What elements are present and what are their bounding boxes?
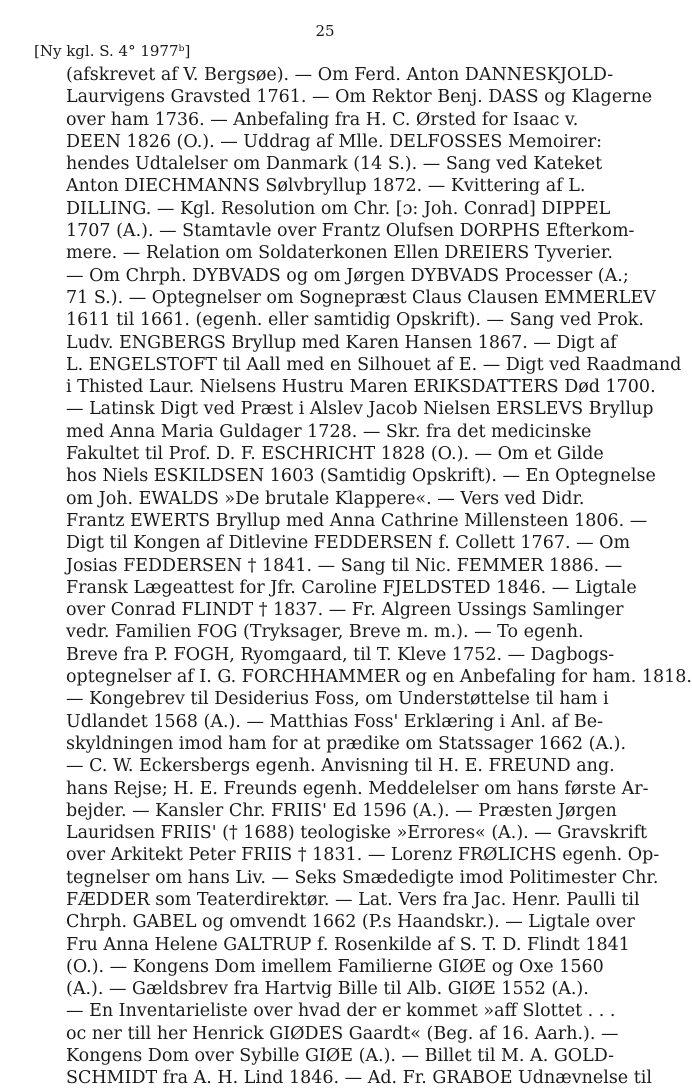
catalog-reference: [Ny kgl. S. 4° 1977ᵇ] bbox=[34, 42, 191, 60]
text-line: — C. W. Eckersbergs egenh. Anvisning til H. E. FREUND ang. bbox=[66, 756, 615, 777]
text-line: (A.). — Gældsbrev fra Hartvig Bille til Alb. GIØE 1552 (A.). bbox=[66, 979, 589, 1000]
text-line: — En Inventarieliste over hvad der er kommet »aff Slottet . . . bbox=[66, 1001, 616, 1022]
page-number: 25 bbox=[315, 22, 335, 40]
text-line: Frantz EWERTS Bryllup med Anna Cathrine Millensteen 1806. — bbox=[66, 510, 648, 531]
text-line: over ham 1736. — Anbefaling fra H. C. Ørsted for Isaac v. bbox=[66, 109, 579, 130]
text-line: i Thisted Laur. Nielsens Hustru Maren ERIKSDATTERS Død 1700. bbox=[66, 377, 656, 398]
body-text bbox=[66, 64, 692, 1090]
text-line: 1707 (A.). — Stamtavle over Frantz Olufsen DORPHS Efterkom- bbox=[66, 221, 635, 242]
text-line: Laurvigens Gravsted 1761. — Om Rektor Benj. DASS og Klagerne bbox=[66, 87, 653, 108]
text-line: 1611 til 1661. (egenh. eller samtidig Opskrift). — Sang ved Prok. bbox=[66, 310, 644, 331]
text-line: over Arkitekt Peter FRIIS † 1831. — Lorenz FRØLICHS egenh. Op- bbox=[66, 845, 660, 866]
text-line: — Om Chrph. DYBVADS og om Jørgen DYBVADS Processer (A.; bbox=[66, 265, 629, 286]
text-line: — Latinsk Digt ved Præst i Alslev Jacob Nielsen ERSLEVS Bryllup bbox=[66, 399, 654, 420]
text-line: om Joh. EWALDS »De brutale Klappere«. — Vers ved Didr. bbox=[66, 488, 585, 509]
text-line: hendes Udtalelser om Danmark (14 S.). — Sang ved Kateket bbox=[66, 154, 603, 175]
text-line: Fransk Lægeattest for Jfr. Caroline FJELDSTED 1846. — Ligtale bbox=[66, 577, 637, 598]
text-line: Anton DIECHMANNS Sølvbryllup 1872. — Kvittering af L. bbox=[66, 176, 586, 197]
text-line: (O.). — Kongens Dom imellem Familierne GIØE og Oxe 1560 bbox=[66, 956, 604, 977]
text-line: bejder. — Kansler Chr. FRIIS' Ed 1596 (A.). — Præsten Jørgen bbox=[66, 800, 617, 821]
text-line: Udlandet 1568 (A.). — Matthias Foss' Erklæring i Anl. af Be- bbox=[66, 711, 604, 732]
text-line: DILLING. — Kgl. Resolution om Chr. [ɔ: Joh. Conrad] DIPPEL bbox=[66, 198, 611, 219]
text-line: over Conrad FLINDT † 1837. — Fr. Algreen Ussings Samlinger bbox=[66, 600, 624, 621]
text-line: Digt til Kongen af Ditlevine FEDDERSEN f. Collett 1767. — Om bbox=[66, 533, 631, 554]
text-line: Breve fra P. FOGH, Ryomgaard, til T. Kleve 1752. — Dagbogs- bbox=[66, 644, 615, 665]
text-line: vedr. Familien FOG (Tryksager, Breve m. m.). — To egenh. bbox=[66, 622, 584, 643]
text-line: Fru Anna Helene GALTRUP f. Rosenkilde af S. T. D. Flindt 1841 bbox=[66, 934, 630, 955]
text-line: DEEN 1826 (O.). — Uddrag af Mlle. DELFOSSES Memoirer: bbox=[66, 131, 602, 152]
text-line: L. ENGELSTOFT til Aall med en Silhouet af E. — Digt ved Raadmand bbox=[66, 354, 682, 375]
text-line: med Anna Maria Guldager 1728. — Skr. fra det medicinske bbox=[66, 421, 592, 442]
text-line: Fakultet til Prof. D. F. ESCHRICHT 1828 (O.). — Om et Gilde bbox=[66, 444, 604, 465]
text-line: hos Niels ESKILDSEN 1603 (Samtidig Opskrift). — En Optegnelse bbox=[66, 466, 656, 487]
text-line: optegnelser af I. G. FORCHHAMMER og en Anbefaling for ham. 1818. bbox=[66, 667, 692, 688]
text-line: (afskrevet af V. Bergsøe). — Om Ferd. Anton DANNESKJOLD- bbox=[66, 65, 614, 85]
text-line: mere. — Relation om Soldaterkonen Ellen DREIERS Tyverier. bbox=[66, 243, 613, 264]
text-line: Josias FEDDERSEN † 1841. — Sang til Nic. FEMMER 1886. — bbox=[66, 555, 623, 576]
text-line: hans Rejse; H. E. Freunds egenh. Meddelelser om hans første Ar- bbox=[66, 778, 649, 799]
text-line: Ludv. ENGBERGS Bryllup med Karen Hansen 1867. — Digt af bbox=[66, 332, 617, 353]
text-line: Lauridsen FRIIS' († 1688) teologiske »Errores« (A.). — Gravskrift bbox=[66, 823, 648, 844]
text-line: 71 S.). — Optegnelser om Sognepræst Claus Clausen EMMERLEV bbox=[66, 287, 656, 308]
text-line: — Kongebrev til Desiderius Foss, om Understøttelse til ham i bbox=[66, 689, 609, 710]
text-line: SCHMIDT fra A. H. Lind 1846. — Ad. Fr. GRABOE Udnævnelse til bbox=[66, 1068, 652, 1089]
text-line: skyldningen imod ham for at prædike om Statssager 1662 (A.). bbox=[66, 733, 627, 754]
text-line: Kongens Dom over Sybille GIØE (A.). — Billet til M. A. GOLD- bbox=[66, 1046, 615, 1067]
text-line: Chrph. GABEL og omvendt 1662 (P.s Haandskr.). — Ligtale over bbox=[66, 912, 635, 933]
text-line: tegnelser om hans Liv. — Seks Smædedigte imod Politimester Chr. bbox=[66, 867, 659, 888]
text-line: oc ner till her Henrick GIØDES Gaardt« (Beg. af 16. Aarh.). — bbox=[66, 1023, 619, 1044]
text-line: FÆDDER som Teaterdirektør. — Lat. Vers fra Jac. Henr. Paulli til bbox=[66, 889, 640, 910]
